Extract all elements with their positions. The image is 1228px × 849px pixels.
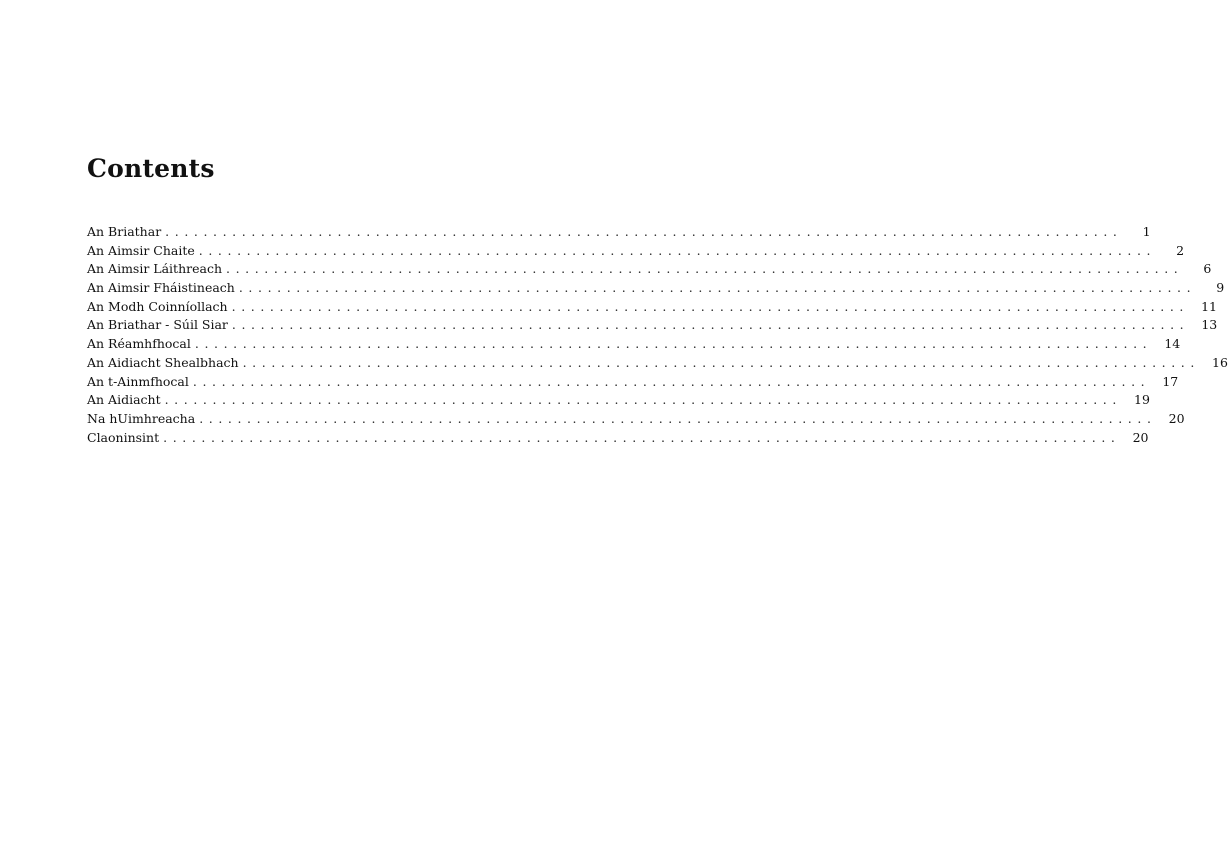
toc-entry[interactable] [87,354,1228,373]
toc-entry-label: An Aidiacht Shealbhach [87,354,239,370]
toc-entry[interactable] [87,279,1225,298]
toc-entry-label: An Aidiacht [87,392,161,408]
toc-page-number: 16 [1212,354,1228,370]
toc-entry-label: An t-Ainmfhocal [87,373,189,389]
toc-entry-label: Na hUimhreacha [87,410,196,426]
toc-dot-leader: .................................................................................................... [163,429,1121,445]
toc-page-number: 1 [1142,224,1151,239]
toc-page-number: 14 [1164,336,1181,352]
toc-page-number: 20 [1132,429,1149,445]
toc-entry[interactable] [87,429,1149,448]
toc-entry[interactable] [87,391,1150,410]
toc-page-number: 9 [1216,280,1225,296]
toc-entry[interactable] [87,316,1218,335]
toc-entry[interactable] [87,242,1185,261]
toc-dot-leader: .................................................................................................... [164,392,1122,408]
toc-entry-label: An Modh Coinníollach [87,298,228,314]
toc-dot-leader: .................................................................................................... [198,242,1157,258]
toc-entry[interactable] [87,410,1185,429]
toc-dot-leader: .................................................................................................... [242,354,1200,370]
toc-entry-label: Claoninsint [87,429,160,445]
table-of-contents [87,223,1228,447]
toc-page-number: 17 [1162,373,1179,389]
toc-entry-label: An Aimsir Chaite [87,242,195,258]
toc-page-number: 2 [1176,242,1185,258]
toc-entry-label: An Aimsir Láithreach [87,261,222,277]
toc-entry[interactable] [87,373,1179,392]
toc-entry-label: An Réamhfhocal [87,336,191,352]
toc-entry-label: An Briathar - Súil Siar [87,317,228,333]
toc-dot-leader: .................................................................................................... [226,261,1184,277]
toc-dot-leader: .................................................................................................... [194,336,1153,352]
toc-page-number: 6 [1203,261,1212,277]
toc-page-number: 11 [1201,298,1217,314]
toc-entry[interactable] [87,298,1217,317]
toc-dot-leader: .................................................................................................... [199,410,1157,426]
toc-page-number: 19 [1134,392,1150,408]
toc-entry[interactable] [87,260,1212,279]
toc-entry-label: An Briathar [87,224,162,239]
toc-dot-leader: .................................................................................................... [238,280,1197,296]
contents-heading: Contents [87,154,215,183]
toc-dot-leader: .................................................................................................... [192,373,1151,389]
toc-page-number: 13 [1201,317,1218,333]
toc-entry[interactable] [87,223,1151,242]
toc-entry-label: An Aimsir Fháistineach [87,280,235,296]
toc-page-number: 20 [1168,410,1185,426]
toc-dot-leader: .................................................................................................... [231,298,1189,314]
toc-dot-leader: .................................................................................................... [165,224,1123,239]
toc-dot-leader: .................................................................................................... [231,317,1190,333]
toc-entry[interactable] [87,335,1181,354]
